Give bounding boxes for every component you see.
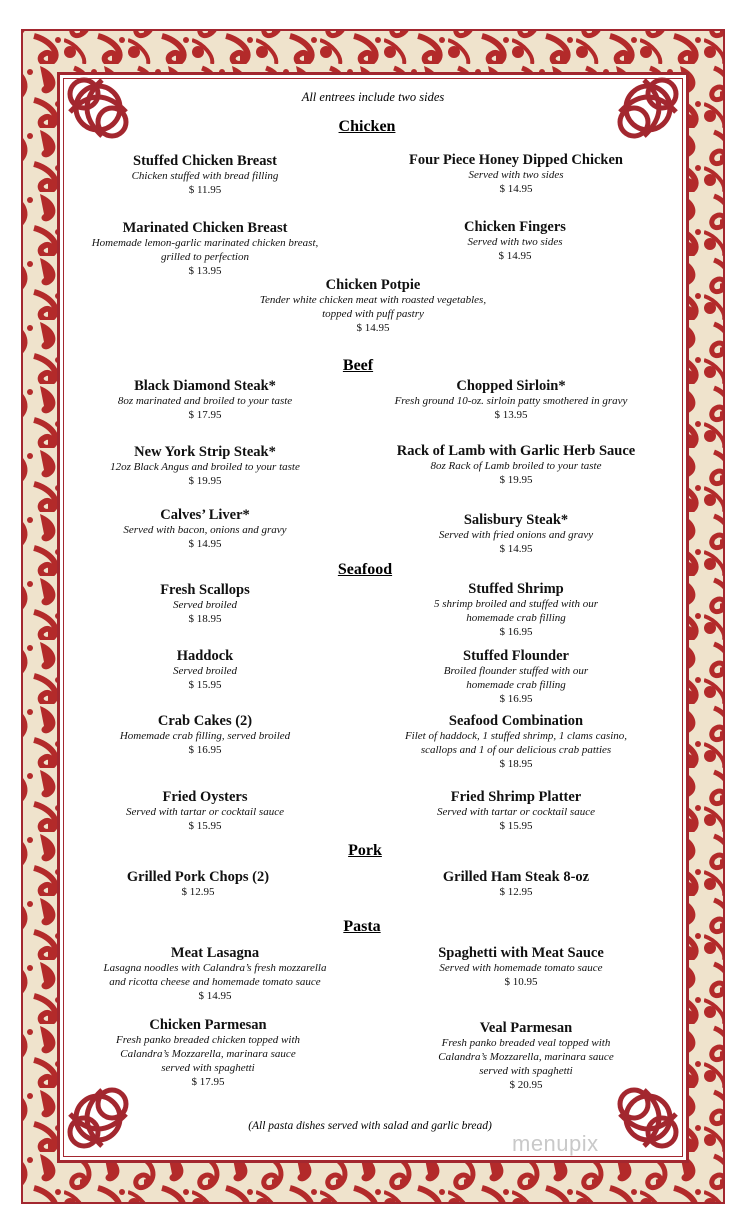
item-name: Meat Lasagna bbox=[170, 945, 260, 961]
item-price: $ 16.95 bbox=[499, 626, 533, 638]
item-price: $ 14.95 bbox=[198, 990, 232, 1002]
menu-item bbox=[80, 507, 330, 551]
item-price: $ 13.95 bbox=[494, 409, 528, 421]
item-name: Black Diamond Steak* bbox=[134, 378, 276, 394]
menu-item bbox=[396, 869, 636, 899]
menu-item bbox=[396, 789, 636, 833]
item-price: $ 15.95 bbox=[188, 679, 222, 691]
item-price: $ 19.95 bbox=[188, 475, 222, 487]
item-name: Fried Shrimp Platter bbox=[450, 789, 582, 805]
menu-item bbox=[70, 945, 360, 1003]
section-heading-pasta: Pasta bbox=[343, 918, 381, 935]
item-desc: Broiled flounder stuffed with our bbox=[443, 665, 589, 677]
item-name: Stuffed Flounder bbox=[463, 648, 569, 664]
item-price: $ 17.95 bbox=[191, 1076, 225, 1088]
watermark: menupix bbox=[512, 1131, 599, 1156]
item-price: $ 14.95 bbox=[499, 543, 533, 555]
item-desc: Served with homemade tomato sauce bbox=[439, 962, 603, 974]
menu-item bbox=[396, 1020, 656, 1092]
menu-item bbox=[80, 869, 316, 899]
celtic-knot-top-right-icon bbox=[612, 72, 684, 144]
item-name: Chicken Potpie bbox=[325, 277, 421, 293]
item-price: $ 18.95 bbox=[499, 758, 533, 770]
item-desc: Chicken stuffed with bread filling bbox=[131, 170, 279, 182]
pasta-footer-note: (All pasta dishes served with salad and garlic bread) bbox=[248, 1120, 492, 1132]
menu-item bbox=[220, 277, 526, 335]
menu-item bbox=[80, 648, 330, 692]
item-desc: Filet of haddock, 1 stuffed shrimp, 1 clams casino, bbox=[404, 730, 628, 742]
item-name: Seafood Combination bbox=[448, 713, 584, 729]
item-desc: grilled to perfection bbox=[161, 251, 249, 263]
menu-item bbox=[400, 219, 630, 263]
menu-item bbox=[80, 444, 330, 488]
item-desc: 8oz Rack of Lamb broiled to your taste bbox=[430, 460, 602, 472]
item-price: $ 12.95 bbox=[181, 886, 215, 898]
item-desc: Served with two sides bbox=[467, 236, 563, 248]
item-name: Chopped Sirloin* bbox=[456, 378, 566, 394]
item-desc: scallops and 1 of our delicious crab patties bbox=[420, 744, 612, 756]
item-desc: Served broiled bbox=[172, 599, 238, 611]
menu-item bbox=[80, 1017, 336, 1089]
item-name: Fried Oysters bbox=[162, 789, 248, 805]
item-name: Four Piece Honey Dipped Chicken bbox=[408, 152, 623, 168]
item-desc: served with spaghetti bbox=[479, 1065, 573, 1077]
item-desc: Lasagna noodles with Calandra’s fresh mozzarella bbox=[103, 962, 327, 974]
item-name: Marinated Chicken Breast bbox=[122, 220, 288, 236]
item-desc: Calandra’s Mozzarella, marinara sauce bbox=[438, 1051, 614, 1063]
menu-item bbox=[386, 945, 656, 989]
item-price: $ 14.95 bbox=[188, 538, 222, 550]
item-name: Spaghetti with Meat Sauce bbox=[438, 945, 604, 961]
menu-item bbox=[376, 443, 656, 487]
item-desc: Calandra’s Mozzarella, marinara sauce bbox=[120, 1048, 296, 1060]
item-price: $ 16.95 bbox=[499, 693, 533, 705]
item-name: Crab Cakes (2) bbox=[157, 713, 253, 729]
item-desc: Tender white chicken meat with roasted vegetables, bbox=[259, 294, 487, 306]
item-desc: Fresh panko breaded chicken topped with bbox=[116, 1034, 300, 1046]
item-name: Salisbury Steak* bbox=[463, 512, 569, 528]
item-price: $ 15.95 bbox=[188, 820, 222, 832]
item-price: $ 12.95 bbox=[499, 886, 533, 898]
item-price: $ 14.95 bbox=[498, 250, 532, 262]
menu-item bbox=[80, 713, 330, 757]
item-desc: Homemade crab filling, served broiled bbox=[119, 730, 291, 742]
item-desc: Served with two sides bbox=[468, 169, 564, 181]
menu-item bbox=[366, 378, 656, 422]
item-name: New York Strip Steak* bbox=[134, 444, 276, 460]
menu-item bbox=[376, 713, 656, 771]
intro-note: All entrees include two sides bbox=[301, 90, 445, 104]
menu-item bbox=[80, 378, 330, 422]
item-name: Chicken Fingers bbox=[464, 219, 566, 235]
item-desc: Served with bacon, onions and gravy bbox=[123, 524, 287, 536]
item-name: Grilled Pork Chops (2) bbox=[126, 869, 270, 885]
item-desc: 12oz Black Angus and broiled to your taste bbox=[110, 461, 300, 473]
item-price: $ 14.95 bbox=[356, 322, 390, 334]
celtic-knot-bottom-left-icon bbox=[62, 1082, 134, 1154]
item-price: $ 10.95 bbox=[504, 976, 538, 988]
item-desc: Served with tartar or cocktail sauce bbox=[437, 806, 595, 818]
item-desc: 8oz marinated and broiled to your taste bbox=[117, 395, 293, 407]
item-desc: Served broiled bbox=[172, 665, 238, 677]
item-desc: homemade crab filling bbox=[466, 612, 566, 624]
item-price: $ 17.95 bbox=[188, 409, 222, 421]
item-name: Veal Parmesan bbox=[479, 1020, 573, 1036]
item-price: $ 19.95 bbox=[499, 474, 533, 486]
item-name: Stuffed Chicken Breast bbox=[133, 153, 277, 169]
item-desc: Served with fried onions and gravy bbox=[438, 529, 594, 541]
item-desc: and ricotta cheese and homemade tomato sauce bbox=[109, 976, 321, 988]
item-name: Chicken Parmesan bbox=[149, 1017, 267, 1033]
menu-item bbox=[80, 582, 330, 626]
item-name: Grilled Ham Steak 8-oz bbox=[442, 869, 590, 885]
item-price: $ 15.95 bbox=[499, 820, 533, 832]
menu-item bbox=[376, 152, 656, 196]
menu-item bbox=[70, 220, 340, 278]
menu-item bbox=[80, 153, 330, 197]
section-heading-chicken: Chicken bbox=[338, 118, 396, 135]
item-desc: topped with puff pastry bbox=[322, 308, 424, 320]
menu-item bbox=[396, 512, 636, 556]
item-name: Rack of Lamb with Garlic Herb Sauce bbox=[396, 443, 636, 459]
menu-item bbox=[396, 648, 636, 706]
menu-item bbox=[80, 789, 330, 833]
item-desc: Fresh panko breaded veal topped with bbox=[441, 1037, 611, 1049]
item-name: Stuffed Shrimp bbox=[468, 581, 564, 597]
item-price: $ 20.95 bbox=[509, 1079, 543, 1091]
section-heading-beef: Beef bbox=[342, 357, 374, 374]
celtic-knot-bottom-right-icon bbox=[612, 1082, 684, 1154]
item-name: Fresh Scallops bbox=[160, 582, 250, 598]
item-name: Calves’ Liver* bbox=[160, 507, 250, 523]
item-price: $ 13.95 bbox=[188, 265, 222, 277]
item-desc: homemade crab filling bbox=[466, 679, 566, 691]
item-desc: 5 shrimp broiled and stuffed with our bbox=[434, 598, 598, 610]
item-desc: served with spaghetti bbox=[161, 1062, 255, 1074]
item-name: Haddock bbox=[176, 648, 234, 664]
item-price: $ 11.95 bbox=[188, 184, 222, 196]
item-desc: Fresh ground 10-oz. sirloin patty smothered in gravy bbox=[394, 395, 628, 407]
menu-item bbox=[396, 581, 636, 639]
item-desc: Homemade lemon-garlic marinated chicken breast, bbox=[91, 237, 319, 249]
item-price: $ 16.95 bbox=[188, 744, 222, 756]
item-price: $ 14.95 bbox=[499, 183, 533, 195]
item-desc: Served with tartar or cocktail sauce bbox=[126, 806, 284, 818]
celtic-knot-top-left-icon bbox=[62, 72, 134, 144]
section-heading-seafood: Seafood bbox=[337, 561, 393, 578]
item-price: $ 18.95 bbox=[188, 613, 222, 625]
section-heading-pork: Pork bbox=[348, 842, 382, 859]
